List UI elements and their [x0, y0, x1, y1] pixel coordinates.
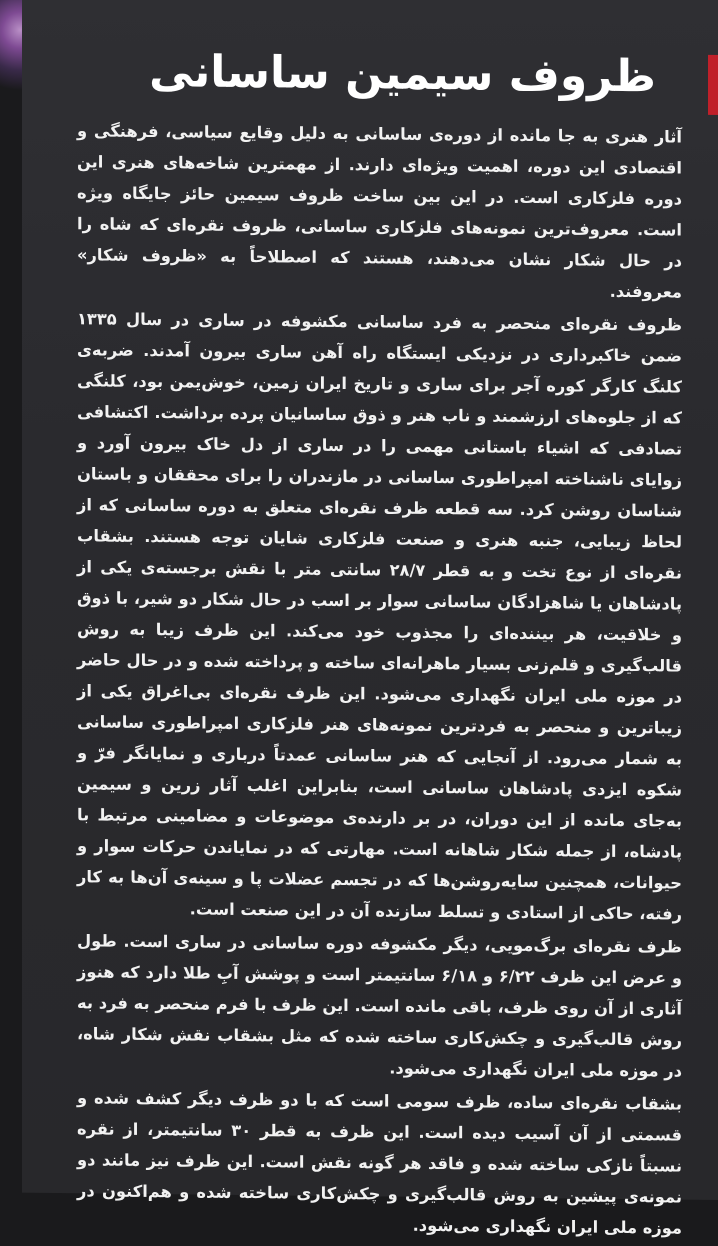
paragraph: ظروف نقره‌ای منحصر به فرد ساسانی مکشوفه در ساری در سال ۱۳۳۵ ضمن خاکبرداری در نزدیکی ایستگاه راه آهن ساری بیرون آمدند. ضربه‌ی کلنگ کارگر کوره آجر برای ساری و تاریخ ایران زمین، خوش‌یمن بود، کلنگی که از جلوه‌های ارزشمند و ناب هنر و ذوق ساسانیان پرده برداشت. اکتشافی تصادفی که اشیاء باستانی مهمی را در ساری از دل خاک بیرون آورد و زوایای ناشناخته امپراطوری ساسانی در مازندران را برای محققان و باستان شناسان روشن کرد. سه قطعه ظرف نقره‌ای متعلق به دوره ساسانی که از لحاظ زیبایی، جنبه هنری و صنعت فلزکاری شایان توجه هستند. بشقاب نقره‌ای از نوع تخت و به قطر ۲۸/۷ سانتی متر با نقش برجسته‌ی یکی از پادشاهان یا شاهزادگان ساسانی سوار بر اسب در حال شکار دو شیر، با ذوق و خلاقیت، هر بیننده‌ای را مجذوب خود می‌کند. این ظرف زیبا به روش قالب‌گیری و قلم‌زنی بسیار ماهرانه‌ای ساخته و پرداخته شده و در حال حاضر در موزه ملی ایران نگهداری می‌شود. این ظرف نقره‌ای بی‌اغراق یکی از زیباترین و منحصر به فردترین نمونه‌های هنر فلزکاری امپراطوری ساسانی به شمار می‌رود. از آنجایی که هنر ساسانی عمدتاً درباری و نمایانگر فرّ و شکوه ایزدی پادشاهان ساسانی است، بنابراین اغلب آثار زرین و سیمین به‌جای مانده از این دوران، در بر دارنده‌ی موضوعات و مضامینی مرتبط با پادشاه، از جمله شکار شاهانه است. مهارتی که در نمایاندن حرکات سوار و حیوانات، همچنین سایه‌روشن‌ها که در تجسم عضلات پا و سینه‌ی آن‌ها به کار رفته، حاکی از استادی و تسلط سازنده آن در این صنعت است. [77, 309, 682, 924]
accent-bar [708, 55, 718, 115]
paragraph: ظرف نقره‌ای برگ‌مویی، دیگر مکشوفه دوره ساسانی در ساری است. طول و عرض این ظرف ۶/۲۲ و ۶/۱۸ سانتیمتر است و پوشش آبِ طلا دارد که هنوز آثاری از آن روی ظرف، باقی مانده است. این ظرف با فرم منحصر به فرد به روش قالب‌گیری و چکش‌کاری ساخته شده که مثل بشقاب نقش شکار شاه، در موزه ملی ایران نگهداری می‌شود. [77, 931, 682, 1081]
article-title: ظروف سیمین ساسانی [149, 46, 656, 103]
paragraph: آثار هنری به جا مانده از دوره‌ی ساسانی به دلیل وقایع سیاسی، فرهنگی و اقتصادی این دوره، اهمیت ویژه‌ای دارند. از مهمترین شاخه‌های هنری این دوره فلزکاری است. در این بین ساخت ظروف سیمین حائز جایگاه ویژه است. معروف‌ترین نمونه‌های فلزکاری ساسانی، ظروف نقره‌ای که شاه را در حال شکار نشان می‌دهند، هستند که اصطلاحاً به «ظروف شکار» معروفند. [77, 121, 682, 302]
magazine-page [22, 0, 718, 1238]
paragraph: بشقاب نقره‌ای ساده، ظرف سومی است که با دو ظرف دیگر کشف شده و قسمتی از آن آسیب دیده است. این ظرف به قطر ۳۰ سانتیمتر، از نقره نسبتاً نازکی ساخته شده و فاقد هر گونه نقش است. این ظرف نیز مانند دو نمونه‌ی پیشین به روش قالب‌گیری و چکش‌کاری ساخته شده و هم‌اکنون در موزه ملی ایران نگهداری می‌شود. [77, 1088, 682, 1238]
article-body [77, 115, 682, 1245]
